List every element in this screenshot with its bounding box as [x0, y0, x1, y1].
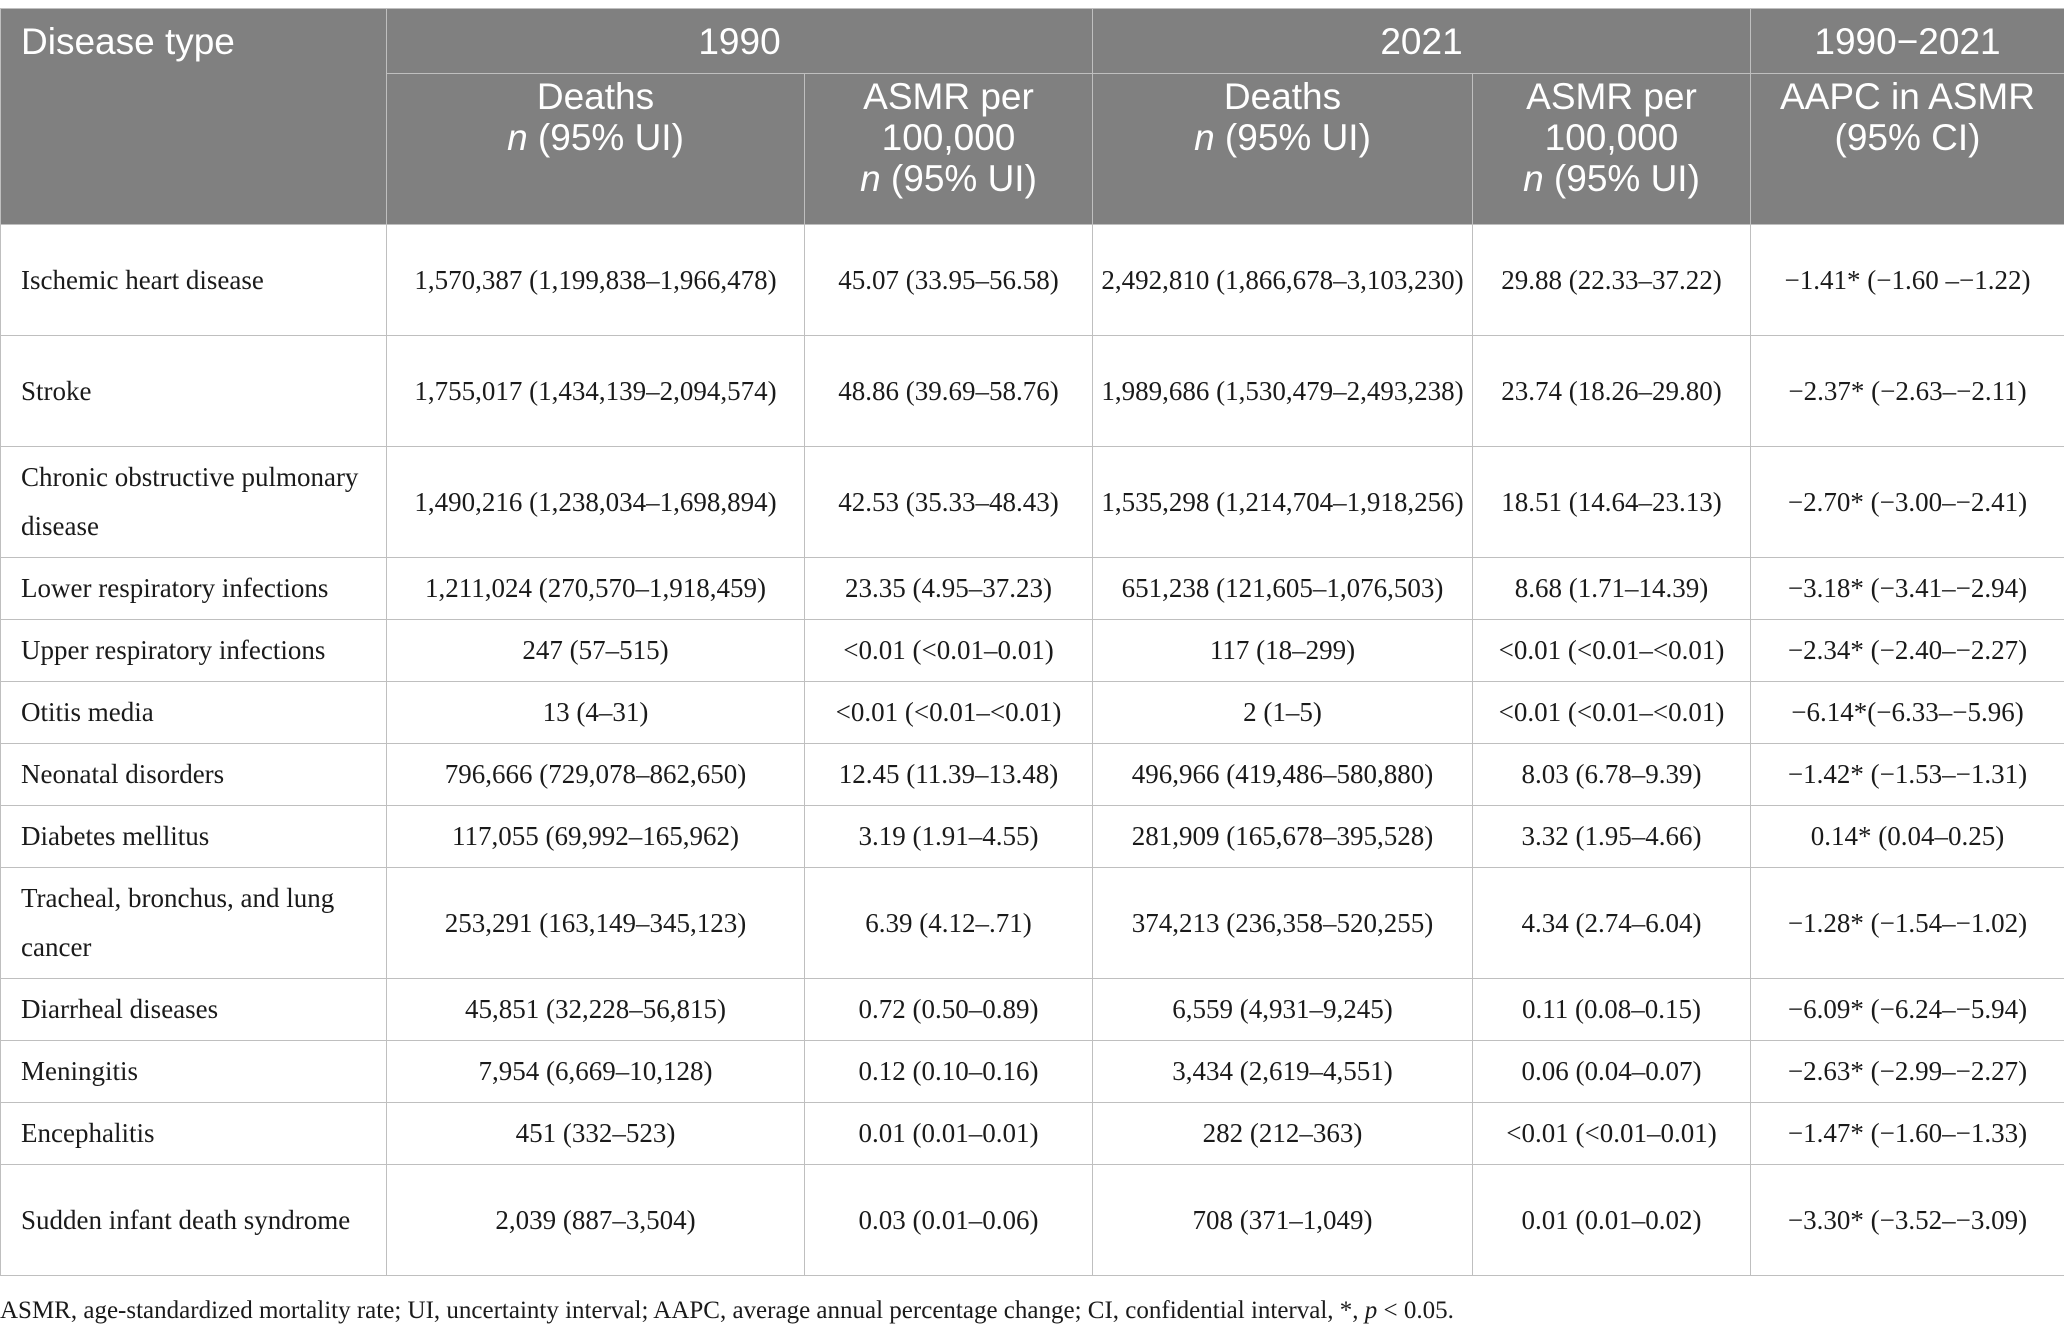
header-disease-type: Disease type	[1, 9, 387, 74]
cell-deaths-1990: 1,570,387 (1,199,838–1,966,478)	[387, 225, 805, 336]
cell-aapc: −2.37* (−2.63–−2.11)	[1751, 336, 2064, 447]
ui-suffix: (95% UI)	[880, 158, 1037, 199]
cell-disease: Diabetes mellitus	[1, 806, 387, 868]
cell-asmr-2021: 23.74 (18.26–29.80)	[1473, 336, 1751, 447]
header-blank	[1, 74, 387, 225]
header-year-2021: 2021	[1093, 9, 1751, 74]
table-row	[1, 806, 2064, 868]
cell-aapc: −2.63* (−2.99–−2.27)	[1751, 1041, 2064, 1103]
cell-deaths-1990: 117,055 (69,992–165,962)	[387, 806, 805, 868]
table-row	[1, 1103, 2064, 1165]
cell-asmr-1990: 0.72 (0.50–0.89)	[805, 979, 1093, 1041]
cell-deaths-1990: 1,490,216 (1,238,034–1,698,894)	[387, 447, 805, 558]
cell-aapc: −1.28* (−1.54–−1.02)	[1751, 868, 2064, 979]
cell-deaths-1990: 2,039 (887–3,504)	[387, 1165, 805, 1276]
cell-deaths-1990: 1,211,024 (270,570–1,918,459)	[387, 558, 805, 620]
deaths-label: Deaths	[536, 76, 655, 117]
cell-deaths-2021: 281,909 (165,678–395,528)	[1093, 806, 1473, 868]
cell-aapc: −6.09* (−6.24–−5.94)	[1751, 979, 2064, 1041]
cell-asmr-1990: 0.12 (0.10–0.16)	[805, 1041, 1093, 1103]
cell-disease: Encephalitis	[1, 1103, 387, 1165]
n-italic: n	[1523, 158, 1544, 199]
table-row	[1, 336, 2064, 447]
cell-deaths-2021: 2,492,810 (1,866,678–3,103,230)	[1093, 225, 1473, 336]
deaths-label: Deaths	[1223, 76, 1342, 117]
cell-asmr-1990: <0.01 (<0.01–<0.01)	[805, 682, 1093, 744]
n-italic: n	[860, 158, 881, 199]
cell-asmr-1990: 23.35 (4.95–37.23)	[805, 558, 1093, 620]
cell-aapc: −1.47* (−1.60–−1.33)	[1751, 1103, 2064, 1165]
aapc-line2: (95% CI)	[1834, 117, 1981, 158]
cell-asmr-2021: <0.01 (<0.01–0.01)	[1473, 1103, 1751, 1165]
cell-deaths-1990: 45,851 (32,228–56,815)	[387, 979, 805, 1041]
table-row	[1, 979, 2064, 1041]
aapc-line1: AAPC in ASMR	[1780, 76, 2035, 117]
cell-asmr-1990: 45.07 (33.95–56.58)	[805, 225, 1093, 336]
cell-deaths-1990: 451 (332–523)	[387, 1103, 805, 1165]
ui-suffix: (95% UI)	[1214, 117, 1371, 158]
cell-deaths-2021: 651,238 (121,605–1,076,503)	[1093, 558, 1473, 620]
cell-asmr-2021: 0.11 (0.08–0.15)	[1473, 979, 1751, 1041]
cell-asmr-2021: 0.01 (0.01–0.02)	[1473, 1165, 1751, 1276]
cell-asmr-2021: 0.06 (0.04–0.07)	[1473, 1041, 1751, 1103]
ui-suffix: (95% UI)	[1543, 158, 1700, 199]
header-asmr-2021	[1473, 74, 1751, 225]
table-row	[1, 1165, 2064, 1276]
table-row	[1, 225, 2064, 336]
cell-aapc: −2.70* (−3.00–−2.41)	[1751, 447, 2064, 558]
header-deaths-2021	[1093, 74, 1473, 225]
cell-deaths-2021: 1,535,298 (1,214,704–1,918,256)	[1093, 447, 1473, 558]
asmr-line2: 100,000	[1544, 117, 1679, 158]
cell-deaths-1990: 247 (57–515)	[387, 620, 805, 682]
n-italic: n	[507, 117, 528, 158]
cell-disease: Otitis media	[1, 682, 387, 744]
n-italic: n	[1194, 117, 1215, 158]
table-row	[1, 868, 2064, 979]
cell-aapc: −2.34* (−2.40–−2.27)	[1751, 620, 2064, 682]
table-row	[1, 682, 2064, 744]
cell-aapc: −6.14*(−6.33–−5.96)	[1751, 682, 2064, 744]
ui-suffix: (95% UI)	[527, 117, 684, 158]
footnote-p-italic: p	[1364, 1297, 1378, 1324]
cell-asmr-2021: 8.68 (1.71–14.39)	[1473, 558, 1751, 620]
cell-deaths-2021: 708 (371–1,049)	[1093, 1165, 1473, 1276]
asmr-ui-line	[813, 158, 1084, 199]
cell-deaths-2021: 6,559 (4,931–9,245)	[1093, 979, 1473, 1041]
cell-asmr-2021: 4.34 (2.74–6.04)	[1473, 868, 1751, 979]
header-deaths-1990	[387, 74, 805, 225]
cell-deaths-2021: 496,966 (419,486–580,880)	[1093, 744, 1473, 806]
cell-disease: Lower respiratory infections	[1, 558, 387, 620]
cell-asmr-1990: <0.01 (<0.01–0.01)	[805, 620, 1093, 682]
cell-aapc: −1.41* (−1.60 –−1.22)	[1751, 225, 2064, 336]
cell-disease: Neonatal disorders	[1, 744, 387, 806]
header-year-1990: 1990	[387, 9, 1093, 74]
deaths-ui-line	[395, 117, 796, 158]
cell-deaths-1990: 1,755,017 (1,434,139–2,094,574)	[387, 336, 805, 447]
cell-asmr-2021: <0.01 (<0.01–<0.01)	[1473, 620, 1751, 682]
table-row	[1, 558, 2064, 620]
cell-asmr-2021: 29.88 (22.33–37.22)	[1473, 225, 1751, 336]
asmr-line2: 100,000	[881, 117, 1016, 158]
cell-disease: Sudden infant death syndrome	[1, 1165, 387, 1276]
cell-asmr-2021: 18.51 (14.64–23.13)	[1473, 447, 1751, 558]
cell-deaths-2021: 3,434 (2,619–4,551)	[1093, 1041, 1473, 1103]
cell-asmr-1990: 0.03 (0.01–0.06)	[805, 1165, 1093, 1276]
mortality-table	[0, 8, 2064, 1276]
cell-aapc: −1.42* (−1.53–−1.31)	[1751, 744, 2064, 806]
footnote-text: ASMR, age-standardized mortality rate; UI, uncertainty interval; AAPC, average annual percentage change; CI, confidential interval, *,	[0, 1297, 1365, 1324]
cell-asmr-1990: 42.53 (35.33–48.43)	[805, 447, 1093, 558]
table-row	[1, 1041, 2064, 1103]
cell-deaths-2021: 374,213 (236,358–520,255)	[1093, 868, 1473, 979]
cell-disease: Chronic obstructive pulmonary disease	[1, 447, 387, 558]
cell-disease: Meningitis	[1, 1041, 387, 1103]
cell-asmr-1990: 3.19 (1.91–4.55)	[805, 806, 1093, 868]
cell-disease: Upper respiratory infections	[1, 620, 387, 682]
cell-deaths-2021: 2 (1–5)	[1093, 682, 1473, 744]
cell-asmr-2021: 3.32 (1.95–4.66)	[1473, 806, 1751, 868]
deaths-ui-line	[1101, 117, 1464, 158]
mortality-table-container	[0, 8, 2064, 1276]
cell-aapc: −3.30* (−3.52–−3.09)	[1751, 1165, 2064, 1276]
asmr-line1: ASMR per	[1526, 76, 1697, 117]
table-body	[1, 225, 2064, 1276]
cell-asmr-1990: 12.45 (11.39–13.48)	[805, 744, 1093, 806]
table-footnote	[0, 1294, 2064, 1328]
cell-disease: Tracheal, bronchus, and lung cancer	[1, 868, 387, 979]
cell-aapc: 0.14* (0.04–0.25)	[1751, 806, 2064, 868]
asmr-ui-line	[1481, 158, 1742, 199]
table-row	[1, 447, 2064, 558]
footnote-threshold: < 0.05.	[1377, 1297, 1454, 1324]
cell-deaths-1990: 796,666 (729,078–862,650)	[387, 744, 805, 806]
cell-asmr-1990: 48.86 (39.69–58.76)	[805, 336, 1093, 447]
table-header	[1, 9, 2064, 225]
cell-deaths-1990: 253,291 (163,149–345,123)	[387, 868, 805, 979]
cell-disease: Diarrheal diseases	[1, 979, 387, 1041]
table-row	[1, 620, 2064, 682]
header-aapc	[1751, 74, 2064, 225]
cell-asmr-1990: 0.01 (0.01–0.01)	[805, 1103, 1093, 1165]
cell-asmr-2021: 8.03 (6.78–9.39)	[1473, 744, 1751, 806]
cell-disease: Stroke	[1, 336, 387, 447]
cell-deaths-2021: 282 (212–363)	[1093, 1103, 1473, 1165]
table-row	[1, 744, 2064, 806]
cell-disease: Ischemic heart disease	[1, 225, 387, 336]
cell-aapc: −3.18* (−3.41–−2.94)	[1751, 558, 2064, 620]
header-asmr-1990	[805, 74, 1093, 225]
cell-deaths-2021: 1,989,686 (1,530,479–2,493,238)	[1093, 336, 1473, 447]
cell-asmr-2021: <0.01 (<0.01–<0.01)	[1473, 682, 1751, 744]
header-year-range: 1990−2021	[1751, 9, 2064, 74]
cell-deaths-1990: 13 (4–31)	[387, 682, 805, 744]
asmr-line1: ASMR per	[863, 76, 1034, 117]
cell-asmr-1990: 6.39 (4.12–.71)	[805, 868, 1093, 979]
cell-deaths-1990: 7,954 (6,669–10,128)	[387, 1041, 805, 1103]
cell-deaths-2021: 117 (18–299)	[1093, 620, 1473, 682]
